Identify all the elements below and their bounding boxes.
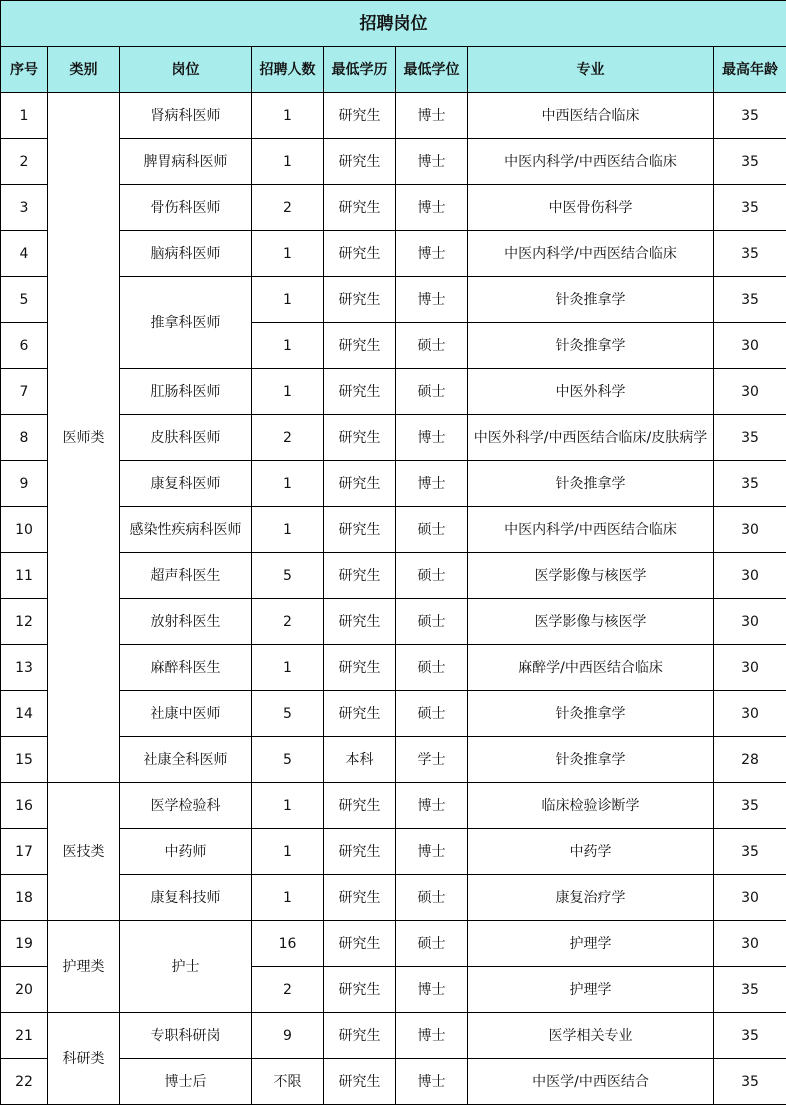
cell-education: 研究生: [324, 645, 396, 691]
cell-major: 中医骨伤科学: [468, 185, 714, 231]
cell-position: 肾病科医师: [120, 93, 252, 139]
cell-degree: 硕士: [396, 875, 468, 921]
cell-major: 中医内科学/中西医结合临床: [468, 139, 714, 185]
cell-education: 研究生: [324, 461, 396, 507]
cell-no: 11: [1, 553, 48, 599]
cell-count: 5: [252, 691, 324, 737]
cell-count: 5: [252, 737, 324, 783]
cell-count: 1: [252, 461, 324, 507]
cell-degree: 硕士: [396, 369, 468, 415]
cell-count: 1: [252, 231, 324, 277]
cell-education: 研究生: [324, 967, 396, 1013]
cell-age: 30: [714, 599, 786, 645]
cell-degree: 硕士: [396, 599, 468, 645]
cell-degree: 博士: [396, 967, 468, 1013]
cell-category: 护理类: [48, 921, 120, 1013]
cell-count: 1: [252, 323, 324, 369]
cell-education: 研究生: [324, 829, 396, 875]
cell-major: 中医外科学/中西医结合临床/皮肤病学: [468, 415, 714, 461]
cell-position: 麻醉科医生: [120, 645, 252, 691]
cell-education: 研究生: [324, 323, 396, 369]
cell-age: 30: [714, 921, 786, 967]
cell-no: 20: [1, 967, 48, 1013]
cell-major: 医学影像与核医学: [468, 599, 714, 645]
cell-category: 医技类: [48, 783, 120, 921]
header-major: 专业: [468, 47, 714, 93]
cell-count: 1: [252, 783, 324, 829]
header-age: 最高年龄: [714, 47, 786, 93]
cell-education: 本科: [324, 737, 396, 783]
cell-age: 35: [714, 461, 786, 507]
cell-no: 18: [1, 875, 48, 921]
cell-position: 脾胃病科医师: [120, 139, 252, 185]
cell-education: 研究生: [324, 93, 396, 139]
cell-age: 30: [714, 507, 786, 553]
cell-age: 35: [714, 1013, 786, 1059]
cell-position: 康复科技师: [120, 875, 252, 921]
cell-no: 19: [1, 921, 48, 967]
cell-count: 2: [252, 185, 324, 231]
cell-no: 12: [1, 599, 48, 645]
cell-position: 护士: [120, 921, 252, 1013]
cell-major: 护理学: [468, 967, 714, 1013]
cell-age: 35: [714, 1059, 786, 1105]
cell-category: 科研类: [48, 1013, 120, 1105]
cell-age: 35: [714, 93, 786, 139]
cell-major: 康复治疗学: [468, 875, 714, 921]
cell-no: 13: [1, 645, 48, 691]
cell-position: 推拿科医师: [120, 277, 252, 369]
cell-education: 研究生: [324, 277, 396, 323]
cell-age: 35: [714, 139, 786, 185]
header-no: 序号: [1, 47, 48, 93]
cell-position: 骨伤科医师: [120, 185, 252, 231]
cell-degree: 硕士: [396, 691, 468, 737]
cell-degree: 硕士: [396, 323, 468, 369]
cell-position: 脑病科医师: [120, 231, 252, 277]
cell-major: 医学相关专业: [468, 1013, 714, 1059]
cell-no: 14: [1, 691, 48, 737]
cell-no: 5: [1, 277, 48, 323]
cell-age: 30: [714, 553, 786, 599]
cell-major: 中医内科学/中西医结合临床: [468, 231, 714, 277]
cell-education: 研究生: [324, 599, 396, 645]
cell-degree: 硕士: [396, 507, 468, 553]
cell-no: 16: [1, 783, 48, 829]
cell-count: 5: [252, 553, 324, 599]
cell-position: 感染性疾病科医师: [120, 507, 252, 553]
cell-no: 4: [1, 231, 48, 277]
cell-no: 3: [1, 185, 48, 231]
cell-degree: 博士: [396, 277, 468, 323]
cell-age: 35: [714, 185, 786, 231]
cell-count: 1: [252, 93, 324, 139]
cell-age: 35: [714, 277, 786, 323]
cell-major: 中医内科学/中西医结合临床: [468, 507, 714, 553]
table-title-row: [1, 1, 786, 47]
cell-age: 35: [714, 415, 786, 461]
cell-count: 2: [252, 967, 324, 1013]
cell-degree: 博士: [396, 231, 468, 277]
cell-no: 7: [1, 369, 48, 415]
cell-no: 21: [1, 1013, 48, 1059]
cell-count: 1: [252, 369, 324, 415]
cell-degree: 博士: [396, 461, 468, 507]
cell-count: 1: [252, 139, 324, 185]
cell-degree: 硕士: [396, 921, 468, 967]
cell-age: 30: [714, 645, 786, 691]
cell-position: 放射科医生: [120, 599, 252, 645]
cell-count: 不限: [252, 1059, 324, 1105]
cell-age: 28: [714, 737, 786, 783]
cell-age: 35: [714, 967, 786, 1013]
cell-major: 针灸推拿学: [468, 277, 714, 323]
cell-education: 研究生: [324, 921, 396, 967]
cell-degree: 博士: [396, 1013, 468, 1059]
cell-major: 中西医结合临床: [468, 93, 714, 139]
cell-education: 研究生: [324, 507, 396, 553]
cell-position: 肛肠科医师: [120, 369, 252, 415]
cell-category: 医师类: [48, 93, 120, 783]
cell-count: 2: [252, 599, 324, 645]
cell-degree: 博士: [396, 139, 468, 185]
table-header-row: [1, 47, 786, 93]
cell-no: 6: [1, 323, 48, 369]
cell-count: 16: [252, 921, 324, 967]
cell-degree: 博士: [396, 829, 468, 875]
cell-education: 研究生: [324, 415, 396, 461]
cell-count: 1: [252, 507, 324, 553]
cell-education: 研究生: [324, 185, 396, 231]
table-row: [1, 1013, 786, 1059]
cell-no: 1: [1, 93, 48, 139]
cell-count: 1: [252, 829, 324, 875]
cell-major: 麻醉学/中西医结合临床: [468, 645, 714, 691]
cell-major: 医学影像与核医学: [468, 553, 714, 599]
cell-age: 35: [714, 783, 786, 829]
cell-position: 康复科医师: [120, 461, 252, 507]
cell-count: 1: [252, 277, 324, 323]
cell-no: 22: [1, 1059, 48, 1105]
cell-education: 研究生: [324, 553, 396, 599]
cell-no: 17: [1, 829, 48, 875]
header-education: 最低学历: [324, 47, 396, 93]
table-title: 招聘岗位: [1, 1, 786, 47]
cell-education: 研究生: [324, 1059, 396, 1105]
cell-education: 研究生: [324, 369, 396, 415]
cell-position: 皮肤科医师: [120, 415, 252, 461]
cell-major: 针灸推拿学: [468, 461, 714, 507]
cell-no: 10: [1, 507, 48, 553]
cell-education: 研究生: [324, 139, 396, 185]
table-row: [1, 921, 786, 967]
cell-education: 研究生: [324, 1013, 396, 1059]
cell-no: 9: [1, 461, 48, 507]
cell-major: 临床检验诊断学: [468, 783, 714, 829]
cell-age: 30: [714, 691, 786, 737]
header-position: 岗位: [120, 47, 252, 93]
table-row: [1, 783, 786, 829]
cell-count: 2: [252, 415, 324, 461]
header-category: 类别: [48, 47, 120, 93]
header-count: 招聘人数: [252, 47, 324, 93]
cell-no: 8: [1, 415, 48, 461]
cell-count: 1: [252, 645, 324, 691]
cell-degree: 学士: [396, 737, 468, 783]
cell-education: 研究生: [324, 783, 396, 829]
cell-degree: 硕士: [396, 553, 468, 599]
cell-count: 1: [252, 875, 324, 921]
cell-count: 9: [252, 1013, 324, 1059]
cell-degree: 博士: [396, 185, 468, 231]
cell-major: 中医外科学: [468, 369, 714, 415]
cell-position: 医学检验科: [120, 783, 252, 829]
cell-major: 中医学/中西医结合: [468, 1059, 714, 1105]
cell-age: 30: [714, 875, 786, 921]
cell-position: 超声科医生: [120, 553, 252, 599]
cell-education: 研究生: [324, 231, 396, 277]
cell-major: 护理学: [468, 921, 714, 967]
cell-no: 15: [1, 737, 48, 783]
cell-major: 针灸推拿学: [468, 737, 714, 783]
header-degree: 最低学位: [396, 47, 468, 93]
cell-age: 30: [714, 369, 786, 415]
table-body: [1, 93, 786, 1105]
cell-degree: 硕士: [396, 645, 468, 691]
table-row: [1, 93, 786, 139]
cell-position: 专职科研岗: [120, 1013, 252, 1059]
cell-degree: 博士: [396, 1059, 468, 1105]
cell-degree: 博士: [396, 783, 468, 829]
cell-education: 研究生: [324, 875, 396, 921]
cell-degree: 博士: [396, 415, 468, 461]
cell-degree: 博士: [396, 93, 468, 139]
cell-age: 35: [714, 231, 786, 277]
cell-major: 针灸推拿学: [468, 323, 714, 369]
cell-age: 30: [714, 323, 786, 369]
cell-position: 社康中医师: [120, 691, 252, 737]
cell-age: 35: [714, 829, 786, 875]
cell-position: 中药师: [120, 829, 252, 875]
cell-major: 针灸推拿学: [468, 691, 714, 737]
cell-major: 中药学: [468, 829, 714, 875]
cell-education: 研究生: [324, 691, 396, 737]
cell-position: 博士后: [120, 1059, 252, 1105]
cell-position: 社康全科医师: [120, 737, 252, 783]
cell-no: 2: [1, 139, 48, 185]
